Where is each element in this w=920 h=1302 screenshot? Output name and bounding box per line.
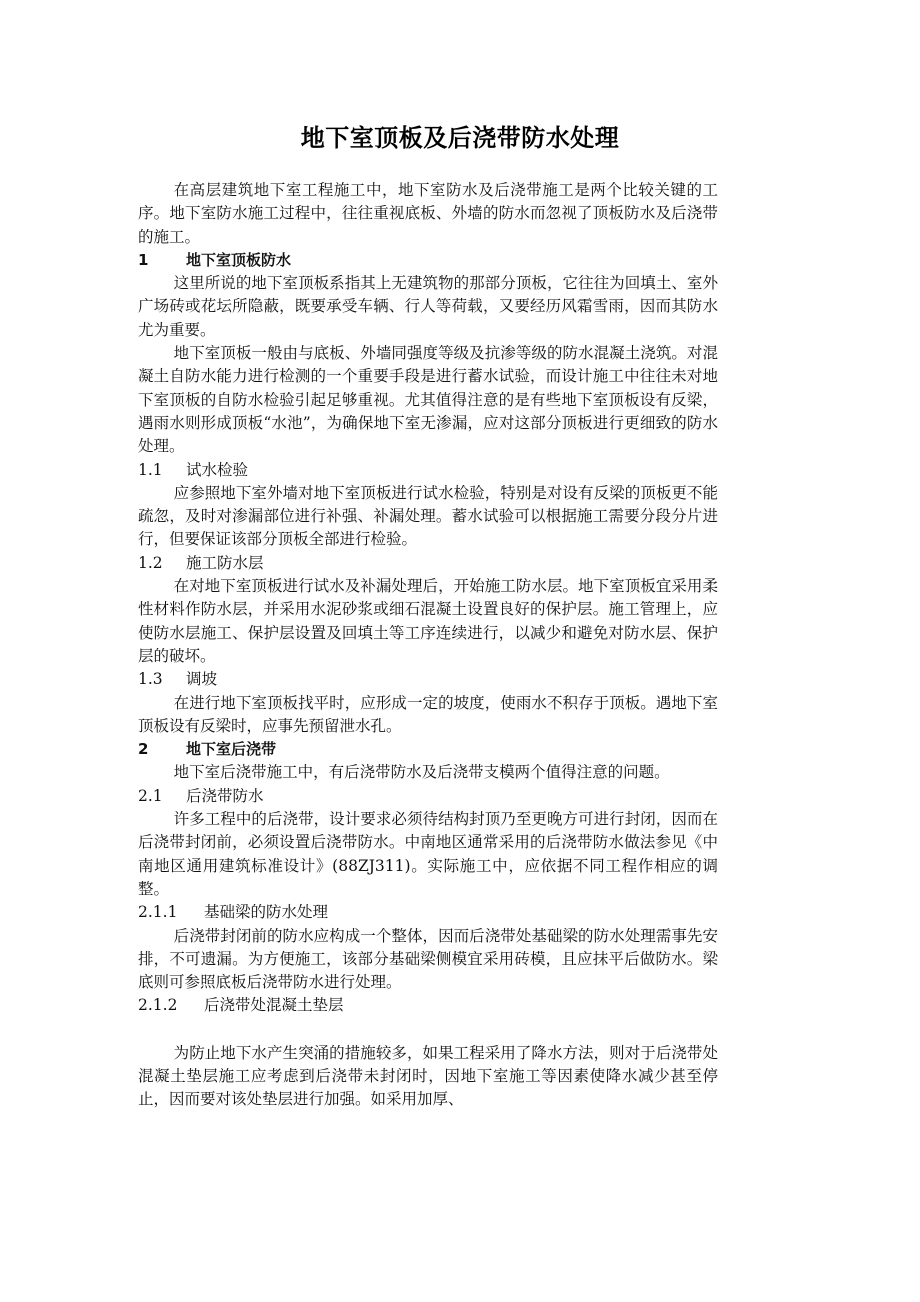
section-1-2-paragraph: 在对地下室顶板进行试水及补漏处理后，开始施工防水层。地下室顶板宜采用柔性材料作防水层，并采用水泥砂浆或细石混凝土设置良好的保护层。施工管理上，应使防水层施工、保护层设置及回填土等工序连续进行，以减少和避免对防水层、保护层的破坏。	[138, 577, 718, 665]
section-1-1-paragraph: 应参照地下室外墙对地下室顶板进行试水检验，特别是对设有反梁的顶板更不能疏忽，及时对渗漏部位进行补强、补漏处理。蓄水试验可以根据施工需要分段分片进行，但要保证该部分顶板全部进行检验。	[138, 483, 718, 549]
section-heading-2-1-2	[138, 994, 718, 1017]
section-heading-2-1	[138, 785, 718, 808]
section-1-paragraph-1: 这里所说的地下室顶板系指其上无建筑物的那部分顶板，它往往为回填土、室外广场砖或花坛所隐蔽，既要承受车辆、行人等荷载，又要经历风霜雪雨，因而其防水尤为重要。	[138, 274, 718, 339]
section-1-3-paragraph: 在进行地下室顶板找平时，应形成一定的坡度，使雨水不积存于顶板。遇地下室顶板设有反梁时，应事先预留泄水孔。	[138, 693, 718, 735]
section-title: 试水检验	[186, 460, 249, 479]
section-number: 1.3	[138, 670, 163, 689]
section-number: 1	[138, 250, 149, 269]
section-number: 2	[138, 740, 149, 759]
section-title: 调坡	[186, 670, 218, 689]
section-title: 地下室后浇带	[186, 740, 277, 759]
section-heading-2-1-1	[138, 901, 718, 924]
section-title: 后浇带防水	[186, 786, 264, 805]
paragraph-spacer	[138, 1018, 718, 1042]
section-2-paragraph: 地下室后浇带施工中，有后浇带防水及后浇带支模两个值得注意的问题。	[173, 763, 670, 782]
section-number: 1.1	[138, 460, 163, 479]
section-number: 1.2	[138, 553, 163, 572]
section-2-1-paragraph: 许多工程中的后浇带，设计要求必须待结构封顶乃至更晚方可进行封闭，因而在后浇带封闭前，必须设置后浇带防水。中南地区通常采用的后浇带防水做法参见《中南地区通用建筑标准设计》(88ZJ311)。实际施工中，应依据不同工程作相应的调整。	[138, 810, 718, 898]
section-number: 2.1.1	[138, 903, 178, 922]
section-2-1-1-paragraph: 后浇带封闭前的防水应构成一个整体，因而后浇带处基础梁的防水处理需事先安排，不可遗漏。为方便施工，该部分基础梁侧模宜采用砖模，且应抹平后做防水。梁底则可参照底板后浇带防水进行处理。	[138, 926, 718, 992]
section-heading-1	[138, 249, 718, 272]
section-title: 地下室顶板防水	[186, 250, 292, 269]
document-body	[138, 179, 718, 1112]
section-heading-1-3	[138, 668, 718, 691]
section-number: 2.1.2	[138, 996, 178, 1015]
section-number: 2.1	[138, 786, 163, 805]
section-title: 后浇带处混凝土垫层	[204, 996, 344, 1015]
section-title: 基础梁的防水处理	[204, 903, 329, 922]
section-1-paragraph-2: 地下室顶板一般由与底板、外墙同强度等级及抗渗等级的防水混凝土浇筑。对混凝土自防水能力进行检测的一个重要手段是进行蓄水试验，而设计施工中往往未对地下室顶板的自防水检验引起足够重视。尤其值得注意的是有些地下室顶板设有反梁，遇雨水则形成顶板“水池”，为确保地下室无渗漏，应对这部分顶板进行更细致的防水处理。	[138, 344, 718, 456]
section-2-1-2-paragraph: 为防止地下水产生突涌的措施较多，如果工程采用了降水方法，则对于后浇带处混凝土垫层施工应考虑到后浇带未封闭时，因地下室施工等因素使降水减少甚至停止，因而要对该处垫层进行加强。如采用加厚、	[138, 1043, 718, 1109]
section-heading-2	[138, 738, 718, 761]
section-heading-1-1	[138, 459, 718, 482]
section-heading-1-2	[138, 552, 718, 575]
section-title: 施工防水层	[186, 553, 264, 572]
intro-paragraph: 在高层建筑地下室工程施工中，地下室防水及后浇带施工是两个比较关键的工序。地下室防水施工过程中，往往重视底板、外墙的防水而忽视了顶板防水及后浇带的施工。	[138, 181, 718, 246]
document-title: 地下室顶板及后浇带防水处理	[300, 124, 620, 152]
